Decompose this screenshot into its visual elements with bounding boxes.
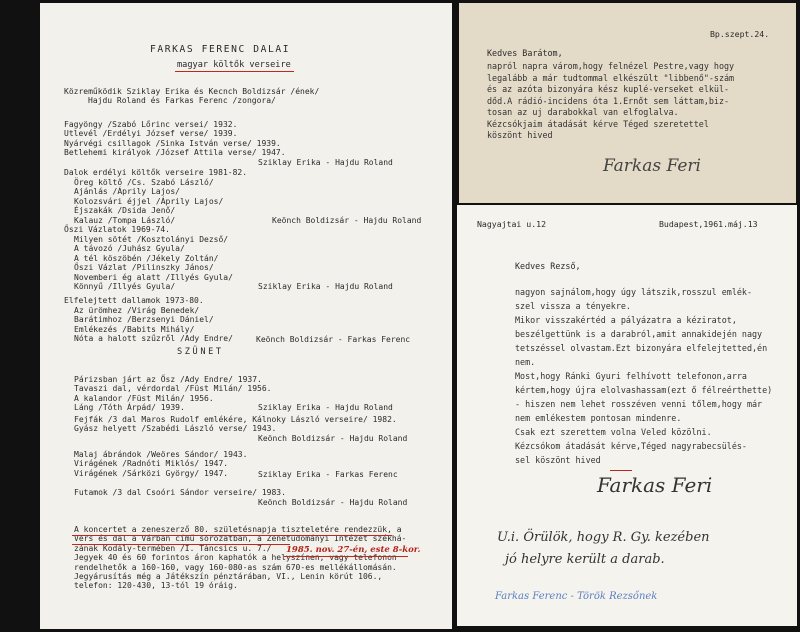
block-5-list: Párizsban járt az Ősz /Ady Endre/ 1937. Tavaszi dal, vérdordal /Füst Milán/ 1956. A kalandor /Füst Milán/ 1956. Láng /Tóth Árpád/ 1939. — [74, 375, 272, 413]
block-2-performers: Keönch Boldizsár - Hajdu Roland — [272, 216, 422, 225]
concert-program-sheet — [40, 3, 452, 629]
pencil-attribution-note: Farkas Ferenc - Török Rezsőnek — [495, 591, 658, 602]
letter-card-1 — [459, 3, 796, 203]
block-7-performers: Sziklay Erika - Farkas Ferenc — [258, 470, 398, 479]
card2-signature: Farkas Feri — [597, 473, 713, 497]
block-4-performers: Keönch Boldizsár - Farkas Ferenc — [256, 335, 411, 344]
card1-signature: Farkas Feri — [603, 156, 701, 176]
block-2-heading: Dalok erdélyi költők verseire 1981-82. — [64, 168, 248, 177]
block-6-list: Fejfák /3 dal Maros Rudolf emlékére, Kálnoky László verseire/ 1982. Gyász helyett /Szabédi László verse/ 1943. — [74, 415, 397, 434]
card2-body: nagyon sajnálom,hogy úgy látszik,rosszul emlék- szel vissza a tényekre. Mikor visszakértéd a pályázatra a kéziratot, beszélgettünk is a darabról,amit annakidején nagy tetszéssel olvastam.Ezt bizonyára elfelejtetted,én nem. Most,hogy Ránki Gyuri felhívott telefonon,arra kértem,hogy újra elolvashassam(ezt ő félreérthette) - hiszen nem lehet rosszéven venni tőlem,hogy már nem emlékestem pontosan mindenre. Csak ezt szerettem volna Veled közölni. Kézcsókom átadását kérve,Téged nagyrabecsülés- sel köszönt hived — [515, 287, 773, 465]
program-subtitle: magyar költők verseire — [177, 60, 291, 70]
subtitle-underline — [175, 71, 294, 72]
block-6-performers: Keönch Boldizsár - Hajdu Roland — [258, 434, 408, 443]
handwritten-date-underline — [284, 556, 408, 557]
block-3-performers: Sziklay Erika - Hajdu Roland — [258, 282, 393, 291]
program-footer: A koncertet a zeneszerző 80. születésnapja tiszteletére rendezzük, a Vers és dal a Várban című sorozatban, a Zenetudományi Intézet székhá- zának Kodály-termében /I. Táncsics u. 7./ Jegyek 40 és 60 forintos áron kaphatók a helyszínen, vagy telefonon rendelhetők a 160-160, vagy 160-080-as szám 670-es mellékállomásán. Jegyárusítás még a Játékszín pénztárában, VI., Lenin körút 106., telefon: 120-430, 13-tól 19 óráig. — [74, 525, 407, 591]
footer-underline-2 — [72, 544, 290, 545]
block-1-performers: Sziklay Erika - Hajdu Roland — [258, 158, 393, 167]
credits: Közreműködik Sziklay Erika és Kecnch Boldizsár /ének/ Hajdu Roland és Farkas Ferenc /zongora/ — [64, 87, 320, 106]
block-4-list: Az ürömhez /Virág Benedek/ Barátimhoz /Berzsenyi Dániel/ Emlékezés /Babits Mihály/ Nóta a halott szűzről /Ady Endre/ — [74, 306, 233, 344]
block-5-performers: Sziklay Erika - Hajdu Roland — [258, 403, 393, 412]
footer-underline-1 — [72, 535, 392, 536]
program-title: FARKAS FERENC DALAI — [150, 44, 291, 55]
block-8-item: Futamok /3 dal Csoóri Sándor verseire/ 1983. — [74, 488, 286, 497]
block-3-heading: Őszi Vázlatok 1969-74. — [64, 225, 170, 234]
block-7-list: Malaj ábrándok /Weöres Sándor/ 1943. Virágének /Radnóti Miklós/ 1947. Virágének /Sárközi György/ 1947. — [74, 450, 248, 478]
block-3-list: Milyen sötét /Kosztolányi Dezső/ A távozó /Juhász Gyula/ A tél köszöbén /Jékely Zoltán/ Őszi Vázlat /Pilinszky János/ Novemberi ég alatt /Illyés Gyula/ Könnyű /Illyés Gyula/ — [74, 235, 233, 292]
interval-heading: SZÜNET — [177, 347, 224, 357]
word-ujra-underline — [610, 470, 632, 471]
block-2-list: Öreg költő /Cs. Szabó László/ Ajánlás /Áprily Lajos/ Kolozsvári éjjel /Áprily Lajos/ Éjszakák /Dsida Jenő/ Kalauz /Tompa László/ — [74, 178, 224, 225]
card2-address: Nagyajtai u.12 — [477, 219, 547, 229]
block-4-heading: Elfelejtett dallamok 1973-80. — [64, 296, 204, 305]
block-8-performers: Keönch Boldizsár - Hajdu Roland — [258, 498, 408, 507]
card1-date: Bp.szept.24. — [710, 29, 770, 39]
card2-postscript: U.i. Örülök, hogy R. Gy. kezében jó helyre került a darab. — [497, 530, 710, 567]
letter-card-2 — [457, 205, 797, 626]
card2-date: Budapest,1961.máj.13 — [659, 219, 758, 229]
card1-greeting: Kedves Barátom, — [487, 48, 563, 58]
card2-greeting: Kedves Rezső, — [515, 261, 581, 271]
card1-body: napról napra várom,hogy felnézel Pestre,vagy hogy legalább a már tudtommal elkészült "libbenő"-szám és az azóta bizonyára kész kuplé-verseket elkül- dőd.A rádió-incidens óta 1.Ernőt sem láttam,biz- tosan az uj darabokkal van elfoglalva. Kézcsókjaim átadását kérve Téged szeretettel köszönt hived — [487, 61, 735, 140]
block-1-list: Fagyöngy /Szabó Lőrinc versei/ 1932. Utlevél /Erdélyi József verse/ 1939. Nyárvégi csillagok /Sinka István verse/ 1939. Betlehemi királyok /József Attila verse/ 1947. — [64, 120, 286, 158]
handwritten-concert-date: 1985. nov. 27-én, este 8-kor. — [286, 545, 421, 555]
